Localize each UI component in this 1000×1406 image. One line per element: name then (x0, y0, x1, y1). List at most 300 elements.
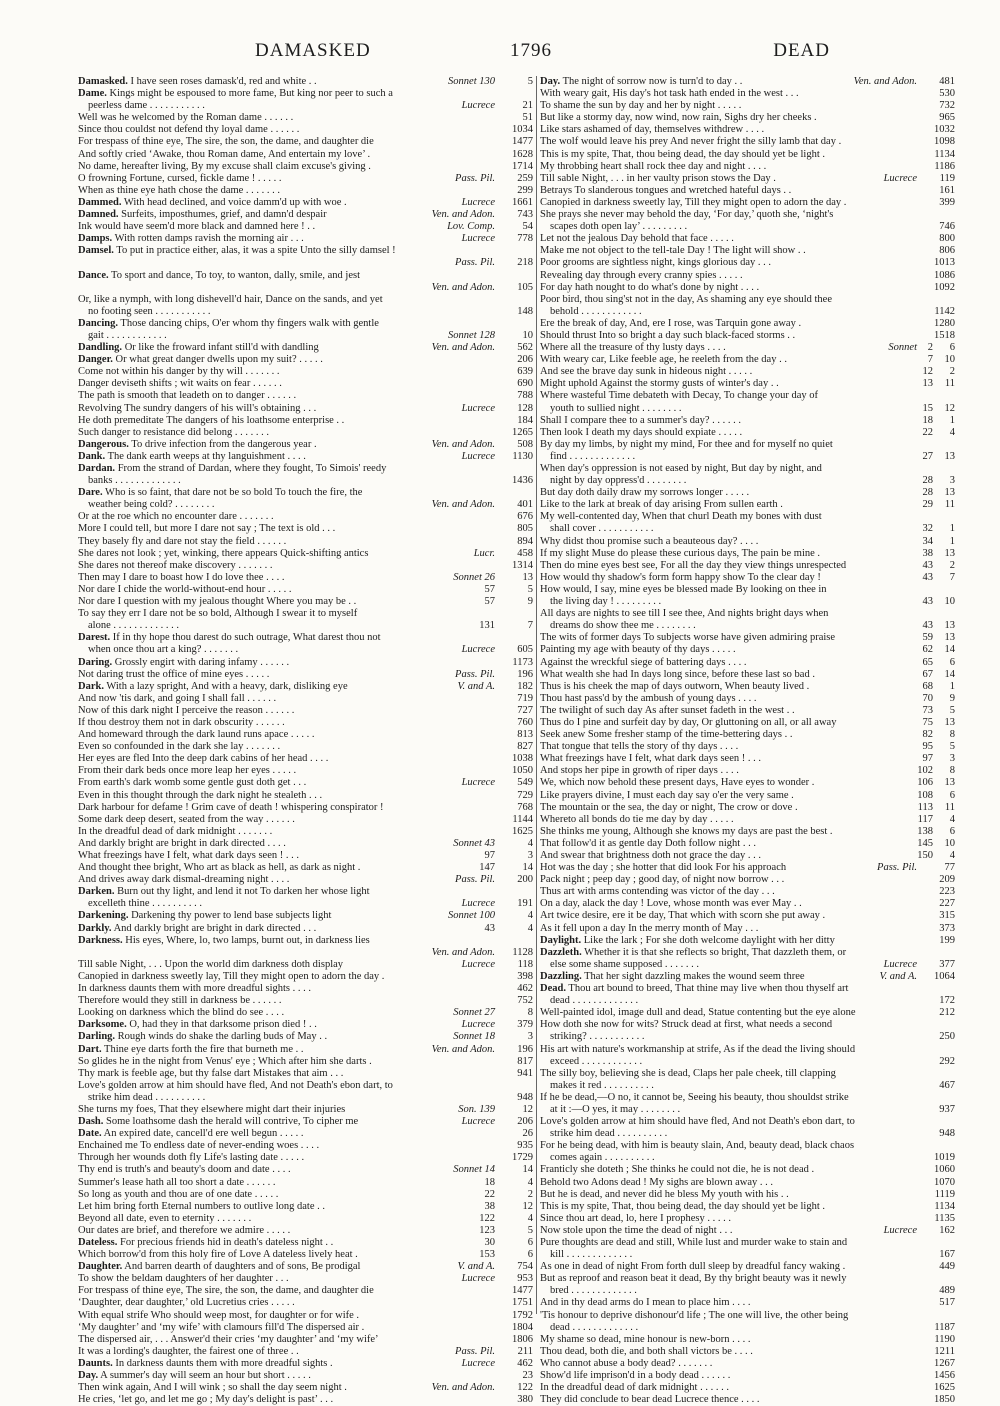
entry-text (540, 463, 822, 475)
sonnet-number: 43 (922, 620, 933, 632)
line-number: 3 (527, 850, 533, 861)
concordance-line (540, 910, 955, 922)
entry-text (540, 910, 825, 922)
quotation: To shame the sun by day and her by night . . . . . (540, 100, 742, 112)
quotation: ‘Daughter, dear daughter,’ old Lucretius cries . . . . . (78, 1297, 295, 1309)
sonnet-number: 97 (922, 753, 933, 765)
entry-text (550, 1104, 680, 1116)
concordance-line (78, 463, 533, 475)
concordance-line (540, 669, 955, 681)
quotation: Till sable Night, . . . in her vaulty prison stows the Day . (540, 172, 776, 184)
line-number: 11 (944, 499, 955, 511)
line-number: 315 (939, 910, 955, 922)
quotation: She dares not look ; yet, winking, there appears Quick-shifting antics (78, 547, 369, 559)
entry-text (78, 959, 343, 971)
entry-text (78, 354, 323, 366)
concordance-line (540, 995, 955, 1007)
concordance-line (78, 451, 533, 463)
line-number: 122 (517, 1382, 533, 1394)
sonnet-number: 7 (927, 354, 933, 366)
entry-text (540, 1044, 855, 1056)
entry-text (78, 149, 370, 161)
line-number: 467 (939, 1079, 955, 1091)
concordance-line (78, 608, 533, 620)
concordance-line (78, 378, 533, 390)
line-number: 21 (522, 100, 533, 112)
line-number: 948 (939, 1128, 955, 1140)
quotation: night by day oppress'd . . . . . . . . (550, 475, 687, 487)
entry-text (78, 1128, 304, 1140)
quotation: Such danger to resistance did belong . . . . . . . (78, 426, 269, 438)
headword: Dare. (78, 487, 103, 499)
entry-text (78, 729, 314, 741)
quotation: The dispersed air, . . . Answer'd their cries ‘my daughter’ and ‘my wife’ (78, 1333, 379, 1345)
quotation: And darkly bright are bright in dark directed . . . . (78, 837, 286, 849)
concordance-line (540, 584, 955, 596)
concordance-line (540, 657, 955, 669)
concordance-line (540, 282, 955, 294)
line-number: 148 (517, 305, 533, 317)
entry-text (78, 632, 381, 644)
line-number: 1729 (512, 1152, 533, 1164)
work-reference: 123 (479, 1224, 495, 1236)
entry-text (78, 1310, 359, 1322)
entry-text (78, 1152, 304, 1164)
entry-text (550, 596, 661, 608)
quotation: Therefore would they still in darkness be . . . . . . (78, 995, 282, 1007)
quotation: Behold two Adons dead ! My sighs are blown away . . . (540, 1176, 774, 1188)
column-divider (536, 76, 537, 1314)
quotation: She dares not thereof make discovery . . . . . . . (78, 559, 273, 571)
entry-text (540, 1237, 847, 1249)
line-number: 13 (522, 571, 533, 583)
concordance-line (540, 330, 955, 342)
entry-text (540, 257, 771, 269)
quotation: peerless dame . . . . . . . . . . . (88, 100, 205, 112)
quotation: Danger deviseth shifts ; wit waits on fear . . . . . . (78, 378, 282, 390)
line-number: 206 (517, 1116, 533, 1128)
entry-text (78, 1213, 251, 1225)
line-number: 4 (527, 1212, 533, 1224)
concordance-line (78, 753, 533, 765)
entry-text (78, 209, 327, 221)
entry-text (550, 221, 687, 233)
entry-text (78, 124, 299, 136)
quotation: With weary car, Like feeble age, he reeleth from the day . . (540, 354, 787, 366)
line-number: 7 (949, 571, 955, 583)
line-number: 1267 (934, 1357, 955, 1369)
quotation: shall cover . . . . . . . . . . . (550, 523, 654, 535)
line-number: 299 (517, 184, 533, 196)
concordance-line (540, 814, 955, 826)
quotation: This is my spite, That, thou being dead, the day should yet be light . (540, 148, 826, 160)
work-reference: Sonnet 100 (448, 910, 495, 922)
quotation: O, had they in that darksome prison died ! . . (126, 1019, 317, 1031)
quotation: And barren dearth of daughters and of sons, Be prodigal (122, 1261, 361, 1273)
entry-text (78, 233, 304, 245)
line-number: 6 (949, 342, 955, 354)
line-number: 729 (517, 789, 533, 801)
entry-text (78, 185, 280, 197)
line-number: 788 (517, 390, 533, 402)
concordance-line (78, 1237, 533, 1249)
concordance-line (540, 923, 955, 935)
headword: Daunts. (78, 1357, 113, 1369)
quotation: With weary gait, His day's hot task hath ended in the west . . . (540, 88, 799, 100)
quotation: The night of sorrow now is turn'd to day . . (560, 76, 743, 87)
entry-text (550, 995, 638, 1007)
quotation: So glides he in the night from Venus' eye ; Which after him she darts . (78, 1055, 372, 1067)
concordance-line (78, 1128, 533, 1140)
line-number: 128 (517, 402, 533, 414)
headword: Dark. (78, 680, 104, 692)
entry-text (78, 511, 274, 523)
work-reference: 57 (484, 583, 495, 595)
quotation: Those dancing chips, O'er whom thy fingers walk with gentle (117, 317, 379, 329)
quotation: Since thou couldst not defend thy loyal dame . . . . . . (78, 124, 300, 136)
quotation: So long as youth and thou are of one date . . . . . (78, 1188, 279, 1200)
concordance-line (540, 705, 955, 717)
work-reference: Ven. and Adon. (431, 342, 495, 354)
line-number: 14 (944, 644, 955, 656)
concordance-line (540, 548, 955, 560)
concordance-line (78, 1285, 533, 1297)
concordance-line (540, 1322, 955, 1334)
entry-text (78, 1334, 379, 1346)
line-number: 1 (949, 523, 955, 535)
entry-text (78, 560, 273, 572)
quotation: But day doth daily draw my sorrows longer . . . . . (540, 487, 750, 499)
line-number: 1134 (934, 148, 955, 160)
quotation: no footing seen . . . . . . . . . . . (88, 305, 211, 317)
quotation: Then do mine eyes best see, For all the day they view things unrespected (540, 559, 847, 571)
concordance-line (78, 548, 533, 560)
line-number: 184 (517, 414, 533, 426)
line-number: 13 (944, 620, 955, 632)
work-reference: Lucrece (461, 402, 495, 414)
quotation: Poor grooms are sightless night, kings glorious day . . . (540, 257, 771, 269)
concordance-line (78, 282, 533, 294)
headword: Darkening. (78, 910, 129, 922)
line-number: 894 (517, 535, 533, 547)
quotation: For he being dead, with him is beauty slain, And, beauty dead, black chaos (540, 1140, 855, 1152)
entry-text (78, 1140, 319, 1152)
work-reference: Sonnet 18 (453, 1031, 495, 1043)
line-number: 227 (939, 898, 955, 910)
line-number: 6 (949, 825, 955, 837)
concordance-line (78, 270, 533, 282)
line-number: 118 (517, 958, 533, 970)
concordance-line (78, 173, 533, 185)
work-reference: Ven. and Adon. (431, 209, 495, 221)
concordance-line (78, 124, 533, 136)
entry-text (550, 523, 654, 535)
entry-text (540, 330, 795, 342)
entry-text (78, 1068, 343, 1080)
quotation: Or at the roe which no encounter dare . . . . . . . (78, 511, 274, 523)
concordance-line (540, 257, 955, 269)
quotation: Nor dare I chide the world-without-end hour . . . . . (78, 583, 292, 595)
quotation: For precious friends hid in death's dateless night . . (117, 1237, 334, 1248)
entry-text (540, 185, 791, 197)
headword: Dateless. (78, 1237, 118, 1248)
line-number: 1436 (512, 475, 533, 487)
quotation: Thou dead, both die, and both shall victors be . . . . (540, 1345, 753, 1357)
line-number: 1128 (512, 946, 533, 958)
entry-text (540, 1310, 848, 1322)
quotation: How would thy shadow's form form happy show To the clear day ! (540, 571, 821, 583)
quotation: Seek anew Some fresher stamp of the time-bettering days . . (540, 729, 793, 741)
entry-text (540, 112, 817, 124)
quotation: The wits of former days To subjects worse have given admiring praise (540, 632, 836, 644)
entry-text (540, 1297, 751, 1309)
entry-text (78, 862, 360, 874)
line-number: 1142 (934, 305, 955, 317)
line-number: 760 (517, 716, 533, 728)
quotation: Pure thoughts are dead and still, While lust and murder wake to stain and (540, 1237, 848, 1248)
entry-text (78, 1116, 358, 1128)
work-reference: Sonnet 43 (453, 837, 495, 849)
sonnet-number: 27 (922, 450, 933, 462)
concordance-line (78, 1249, 533, 1261)
quotation: Thine eye darts forth the fire that burneth me . . (101, 1043, 304, 1055)
quotation: Canopied in darkness sweetly lay, Till they might open to adorn the day . (78, 970, 385, 982)
quotation: Who is so faint, that dare not be so bold To touch the fire, the (102, 487, 363, 499)
work-reference: Lucrece (461, 1357, 495, 1369)
line-number: 937 (939, 1103, 955, 1115)
line-number: 4 (949, 426, 955, 438)
line-number: 1751 (512, 1297, 533, 1309)
entry-text (78, 390, 296, 402)
entry-text (540, 1370, 730, 1382)
work-reference: Lucrece (883, 1224, 917, 1236)
entry-text (540, 657, 746, 669)
entry-text (540, 777, 814, 789)
quotation: strike him dead . . . . . . . . . . (550, 1128, 668, 1140)
entry-text (550, 403, 682, 415)
line-number: 530 (939, 88, 955, 100)
sonnet-number: 12 (922, 366, 933, 378)
left-column (78, 76, 533, 1406)
quotation: She prays she never may behold the day, ‘For day,’ quoth she, ‘night's (540, 209, 834, 221)
line-number: 4 (949, 813, 955, 825)
concordance-line (78, 221, 533, 233)
quotation: Rough winds do shake the darling buds of May . . (115, 1031, 328, 1043)
quotation: For trespass of thine eye, The sire, the son, the dame, and daughter die (78, 136, 374, 148)
concordance-line (540, 596, 955, 608)
entry-text (540, 415, 741, 427)
concordance-line (540, 378, 955, 390)
quotation: Through her wounds doth fly Life's lasting date . . . . . (78, 1152, 305, 1164)
concordance-line (78, 1116, 533, 1128)
entry-text (78, 777, 306, 789)
quotation: Let not the jealous Day behold that face . . . . . (540, 233, 734, 245)
concordance-line (540, 862, 955, 874)
quotation: banks . . . . . . . . . . . . . (88, 475, 181, 487)
work-reference: Lucrece (883, 958, 917, 970)
line-number: 8 (949, 765, 955, 777)
quotation: If he be dead,—O no, it cannot be, Seeing his beauty, thou shouldst strike (540, 1091, 849, 1103)
concordance-line (78, 1346, 533, 1358)
entry-text (540, 1068, 836, 1080)
concordance-line (540, 451, 955, 463)
quotation: With a lazy spright, And with a heavy, dark, disliking eye (103, 680, 348, 692)
quotation: That her sight dazzling makes the wound seem three (581, 970, 805, 982)
line-number: 768 (517, 801, 533, 813)
entry-text (540, 149, 825, 161)
concordance-line (78, 487, 533, 499)
entry-text (540, 100, 741, 112)
concordance-line (78, 790, 533, 802)
work-reference: Lucr. (473, 547, 495, 559)
concordance-line (540, 560, 955, 572)
concordance-line (78, 765, 533, 777)
concordance-line (540, 983, 955, 995)
quotation: If in thy hope thou darest do such outrage, What darest thou not (110, 632, 381, 644)
line-number: 1060 (934, 1164, 955, 1176)
quotation: And stops her pipe in growth of riper days . . . . (540, 765, 739, 777)
line-number: 10 (944, 596, 955, 608)
line-number: 743 (517, 209, 533, 221)
sonnet-number: 106 (917, 777, 933, 789)
line-number: 3 (527, 1031, 533, 1043)
concordance-line (540, 415, 955, 427)
line-number: 209 (939, 874, 955, 886)
line-number: 1477 (512, 136, 533, 148)
concordance-line (540, 826, 955, 838)
entry-text (78, 136, 374, 148)
concordance-line (540, 124, 955, 136)
line-number: 1 (949, 535, 955, 547)
concordance-line (78, 947, 533, 959)
quotation: find . . . . . . . . . . . . . (550, 450, 636, 462)
entry-text (540, 1225, 732, 1237)
concordance-line (78, 1322, 533, 1334)
quotation: Thou art bound to breed, That thine may live when thou thyself art (565, 983, 849, 995)
quotation: And swear that brightness doth not grace the day . . . (540, 850, 762, 861)
work-reference: Ven. and Adon. (431, 499, 495, 511)
work-reference: Lucrece (461, 777, 495, 789)
line-number: 11 (944, 801, 955, 813)
entry-text (78, 487, 362, 499)
concordance-line (78, 959, 533, 971)
line-number: 6 (527, 1249, 533, 1261)
quotation: That tongue that tells the story of thy days . . . . (540, 741, 739, 753)
line-number: 1518 (934, 329, 955, 341)
work-reference: V. and A. (879, 970, 917, 982)
quotation: Hot was the day ; she hotter that did look For his approach (540, 862, 787, 874)
concordance-line (540, 270, 955, 282)
entry-text (540, 584, 827, 596)
work-reference: 57 (484, 596, 495, 608)
concordance-line (78, 511, 533, 523)
work-reference: Ven. and Adon. (431, 946, 495, 958)
concordance-line (78, 161, 533, 173)
headword: Damps. (78, 233, 113, 245)
quotation: Beyond all date, even to eternity . . . . . . . (78, 1212, 252, 1224)
quotation: Love's golden arrow at him should have fled, And not Death's ebon dart, to (540, 1116, 855, 1128)
entry-text (540, 1382, 729, 1394)
quotation: And homeward through the dark laund runs apace . . . . . (78, 729, 315, 741)
entry-text (540, 898, 802, 910)
concordance-line (540, 523, 955, 535)
quotation: Or, like a nymph, with long dishevell'd hair, Dance on the sands, and yet (78, 293, 383, 305)
concordance-line (540, 947, 955, 959)
quotation: Darkening thy power to lend base subjects light (128, 910, 332, 922)
quotation: Where all the treasure of thy lusty days . . . . (540, 342, 726, 354)
quotation: That follow'd it as gentle day Doth follow night . . . (540, 837, 756, 849)
entry-text (540, 741, 738, 753)
entry-text (540, 1394, 760, 1406)
concordance-line (540, 1358, 955, 1370)
entry-text (540, 366, 752, 378)
concordance-line (540, 487, 955, 499)
quotation: The wolf would leave his prey And never fright the silly lamb that day . (540, 136, 842, 148)
line-number: 54 (522, 221, 533, 233)
sonnet-number: 67 (922, 668, 933, 680)
entry-text (540, 1201, 825, 1213)
quotation: On a day, alack the day ! Love, whose month was ever May . . (540, 898, 802, 910)
quotation: Grossly engirt with daring infamy . . . . . . (112, 656, 290, 668)
concordance-line (78, 185, 533, 197)
entry-text (540, 1189, 789, 1201)
entry-text (540, 1358, 712, 1370)
concordance-line (78, 1019, 533, 1031)
concordance-line (78, 838, 533, 850)
headword: Dammed. (78, 196, 122, 208)
quotation: The twilight of such day As after sunset fadeth in the west . . (540, 704, 795, 716)
entry-text (540, 76, 742, 88)
quotation: His eyes, Where, lo, two lamps, burnt out, in darkness lies (122, 934, 370, 946)
line-number: 14 (522, 1164, 533, 1176)
quotation: Thus is his cheek the map of days outworn, When beauty lived . (540, 680, 810, 692)
concordance-line (540, 1164, 955, 1176)
work-reference: 18 (484, 1176, 495, 1188)
quotation: They basely fly and dare not stay the field . . . . . . (78, 535, 287, 547)
entry-text (88, 475, 181, 487)
line-number: 1013 (934, 257, 955, 269)
entry-text (540, 282, 759, 294)
quotation: It was a lording's daughter, the fairest one of three . . (78, 1345, 299, 1357)
quotation: From their dark beds once more leap her eyes . . . . . (78, 765, 297, 777)
line-number: 458 (517, 547, 533, 559)
line-number: 206 (517, 354, 533, 366)
concordance-line (78, 439, 533, 451)
right-column (540, 76, 955, 1406)
concordance-line (540, 729, 955, 741)
quotation: dead . . . . . . . . . . . . . (550, 995, 639, 1007)
quotation: They did conclude to bear dead Lucrece thence . . . . (540, 1394, 760, 1406)
entry-text (550, 1056, 642, 1068)
line-number: 398 (517, 970, 533, 982)
line-number: 1098 (934, 136, 955, 148)
concordance-line (78, 923, 533, 935)
quotation: The mountain or the sea, the day or night, The crow or dove . (540, 801, 798, 813)
quotation: And in thy dead arms do I mean to place him . . . . (540, 1297, 751, 1309)
quotation: Show'd life imprison'd in a body dead . . . . . . (540, 1370, 731, 1382)
sonnet-number: 22 (922, 426, 933, 438)
quotation: He cries, ‘let go, and let me go ; My day's delight is past’ . . . (78, 1394, 334, 1406)
entry-text (78, 838, 286, 850)
line-number: 5 (527, 583, 533, 595)
headword: Day. (540, 76, 561, 87)
quotation: In the dreadful dead of dark midnight . . . . . . (540, 1382, 729, 1394)
line-number: 9 (949, 692, 955, 704)
quotation: When day's oppression is not eased by night, But day by night, and (540, 463, 822, 474)
line-number: 4 (527, 910, 533, 922)
concordance-line (540, 971, 955, 983)
line-number: 1130 (512, 450, 533, 462)
